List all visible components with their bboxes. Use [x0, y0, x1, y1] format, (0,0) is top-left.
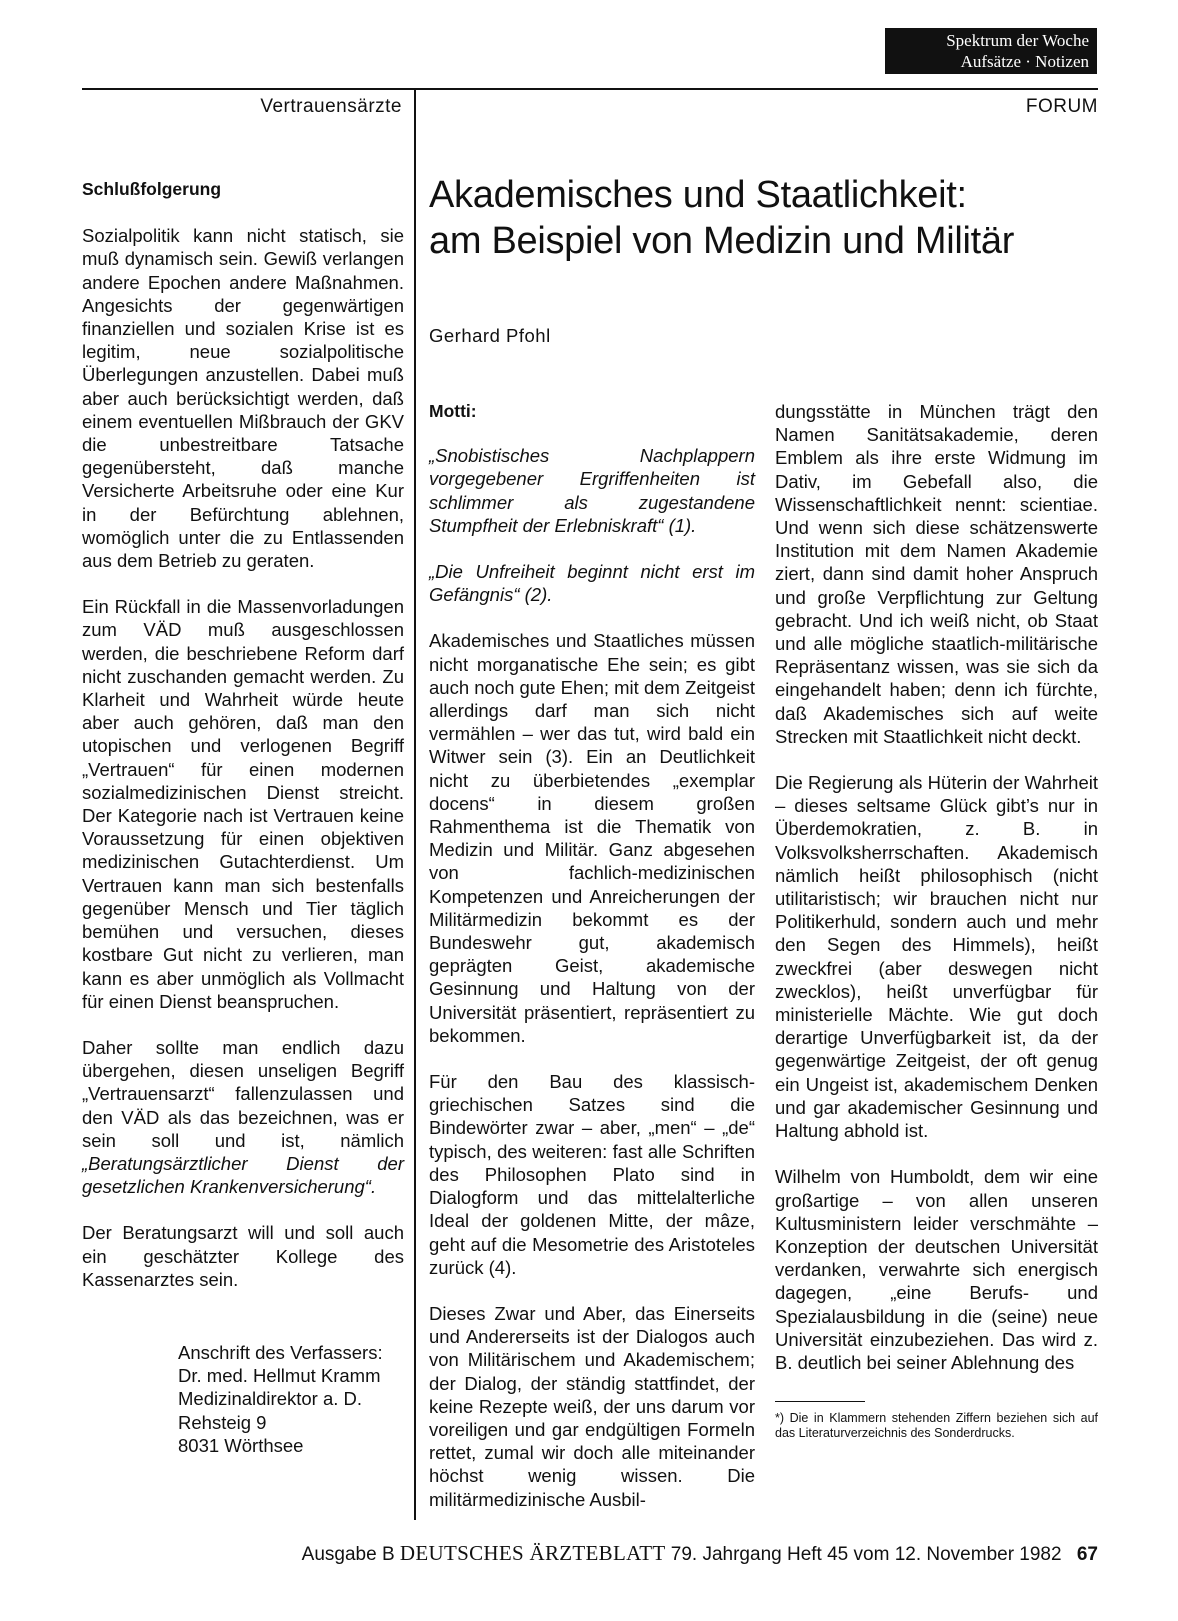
header-rule [82, 88, 1098, 90]
article-title [429, 172, 1109, 264]
paragraph: Für den Bau des klassisch-griechischen Satzes sind die Bindewörter zwar – aber, „men“ – „de“ typisch, des weiteren: fast alle Schriften des Philosophen Plato sind in Dialogform und das mittelalterliche Ideal der goldenen Mitte, der mâze, geht auf die Mesometrie des Aristoteles zurück (4). [429, 1071, 755, 1278]
paragraph: Sozialpolitik kann nicht statisch, sie muß dynamisch sein. Gewiß verlangen andere Epochen andere Maßnahmen. Angesichts der gegenwärtigen finanziellen und sozialen Krise ist es legitim, neue sozialpolitische Überlegungen anzustellen. Dabei muß aber auch berücksichtigt werden, daß einem eventuellen Mißbrauch der GKV die unbestreitbare Tatsache gegenübersteht, daß manche Versicherte Arbeitsruhe oder eine Kur in der Befürchtung ablehnen, womöglich unter die zu Entlassenden aus dem Betrieb zu geraten. [82, 225, 404, 572]
section-badge [885, 28, 1097, 74]
page-number: 67 [1076, 1544, 1098, 1565]
badge-line-2: Aufsätze · Notizen [960, 52, 1089, 71]
title-line: am Beispiel von Medizin und Militär [429, 220, 1015, 262]
paragraph-text: Daher sollte man endlich dazu übergehen, diesen unseligen Begriff „Vertrauensarzt“ fallenzulassen und den VÄD als das bezeichnen, was er sein soll und ist, nämlich [82, 1036, 404, 1151]
issue-info: 79. Jahrgang Heft 45 vom 12. November 1982 [670, 1544, 1062, 1565]
page-footer [82, 1541, 1098, 1566]
motto-quote: „Die Unfreiheit beginnt nicht erst im Gefängnis“ (2). [429, 561, 755, 606]
italic-term: „Beratungsärztlicher Dienst der gesetzlichen Krankenversicherung“. [82, 1152, 404, 1198]
left-column [82, 178, 404, 1457]
middle-column [429, 400, 755, 1534]
address-line: Rehsteig 9 [178, 1411, 267, 1433]
right-column [775, 400, 1098, 1441]
paragraph: Wilhelm von Humboldt, dem wir eine großartige – von allen unseren Kultusministern leider verschmähte – Konzeption der deutschen Universität verdanken, verwahrte sich energisch dagegen, „eine Berufs- und Spezialausbildung in die (seine) neue Universität einzubeziehen. Das wird z. B. deutlich bei seiner Ablehnung des [775, 1166, 1098, 1373]
paragraph [82, 1036, 404, 1198]
paragraph: Der Beratungsarzt will und soll auch ein geschätzter Kollege des Kassenarztes sein. [82, 1222, 404, 1290]
running-head-right: FORUM [1025, 96, 1098, 117]
paragraph: Akademisches und Staatliches müssen nicht morganatische Ehe sein; es gibt auch noch gute Ehen; mit dem Zeitgeist allerdings darf man sich nicht vermählen – wer das tut, wird bald ein Witwer sein (3). Ein an Deutlichkeit nicht zu überbietendes „exemplar docens“ in diesem großen Rahmenthema ist die Thematik von Medizin und Militär. Ganz abgesehen von fachlich-medizinischen Kompetenzen und Anreicherungen der Militärmedizin bekommt es der Bundeswehr gut, akademisch geprägten Geist, akademische Gesinnung und Haltung von der Universität präsentiert, repräsentiert zu bekommen. [429, 630, 755, 1046]
paragraph: Die Regierung als Hüterin der Wahrheit – dieses seltsame Glück gibt’s nur in Überdemokratien, z. B. in Volksvolksherrschaften. Akademisch nämlich heißt philosophisch (nicht utilitaristisch; wir brauchen nicht nur Politikerhuld, sondern auch und mehr den Segen des Himmels), heißt zweckfrei (aber deswegen nicht zwecklos), heißt unverfügbar für ministerielle Mächte. Wie gut doch derartige Unverfügbarkeit ist, da der gegenwärtige Zeitgeist, der oft genug ein Ungeist ist, akademischem Denken und gar akademischer Gesinnung und Haltung abhold ist. [775, 772, 1098, 1142]
address-line: Anschrift des Verfassers: [178, 1341, 383, 1363]
paragraph: Ein Rückfall in die Massenvorladungen zum VÄD muß ausgeschlossen werden, die beschriebene Reform darf nicht zuschanden gemacht werden. Zu Klarheit und Wahrheit würde heute aber auch gehören, daß man den utopischen und verlogenen Begriff „Vertrauen“ für einen modernen sozialmedizinischen Dienst streicht. Der Kategorie nach ist Vertrauen keine Voraussetzung für einen objektiven medizinischen Gutachterdienst. Um Vertrauen kann man sich bestenfalls gegenüber Mensch und Tier täglich bemühen und versuchen, dieses kostbare Gut nicht zu verlieren, man kann es aber unmöglich als Vollmacht für einen Dienst beanspruchen. [82, 596, 404, 1012]
author-address [178, 1341, 404, 1457]
address-line: Dr. med. Hellmut Kramm [178, 1365, 381, 1387]
footnote: *) Die in Klammern stehenden Ziffern beziehen sich auf das Literaturverzeichnis des Sonderdrucks. [775, 1411, 1098, 1441]
edition: Ausgabe B [301, 1544, 395, 1565]
article-author: Gerhard Pfohl [429, 325, 551, 346]
title-line: Akademisches und Staatlichkeit: [429, 174, 967, 216]
running-head-left: Vertrauensärzte [260, 96, 402, 117]
badge-line-1: Spektrum der Woche [946, 31, 1089, 50]
section-heading: Schlußfolgerung [82, 179, 222, 199]
address-line: Medizinaldirektor a. D. [178, 1388, 363, 1410]
paragraph: Dieses Zwar und Aber, das Einerseits und Andererseits ist der Dialogos auch von Militärischem und Akademischem; der Dialog, der ständig stattfindet, der keine Rezepte weiß, der uns darum vor voreiligen und gar endgültigen Formeln rettet, zumal wir doch alle miteinander höchst wenig wissen. Die militärmedizinische Ausbil- [429, 1302, 755, 1510]
address-line: 8031 Wörthsee [178, 1434, 304, 1456]
motto-quote: „Snobistisches Nachplappern vorgegebener Ergriffenheiten ist schlimmer als zugestandene Stumpfheit der Erlebniskraft“ (1). [429, 445, 755, 536]
footnote-rule [775, 1401, 865, 1402]
paragraph: dungsstätte in München trägt den Namen Sanitätsakademie, deren Emblem als ihre erste Widmung im Dativ, im Gebefall also, die Wissenschaftlichkeit nennt: scientiae. Und wenn sich diese schätzenswerte Institution mit dem Namen Akademie ziert, dann sind damit hoher Anspruch und große Verpflichtung zur Geltung gebracht. Und ich weiß nicht, ob Staat und alle mögliche staatlich-militärische Repräsentanz wissen, was sie sich da eingehandelt haben; denn ich fürchte, daß Akademisches sich auf weite Strecken mit Staatlichkeit nicht deckt. [775, 401, 1098, 747]
column-divider [414, 88, 416, 1520]
motti-heading: Motti: [429, 401, 477, 421]
journal-name: DEUTSCHES ÄRZTEBLATT [399, 1541, 666, 1565]
